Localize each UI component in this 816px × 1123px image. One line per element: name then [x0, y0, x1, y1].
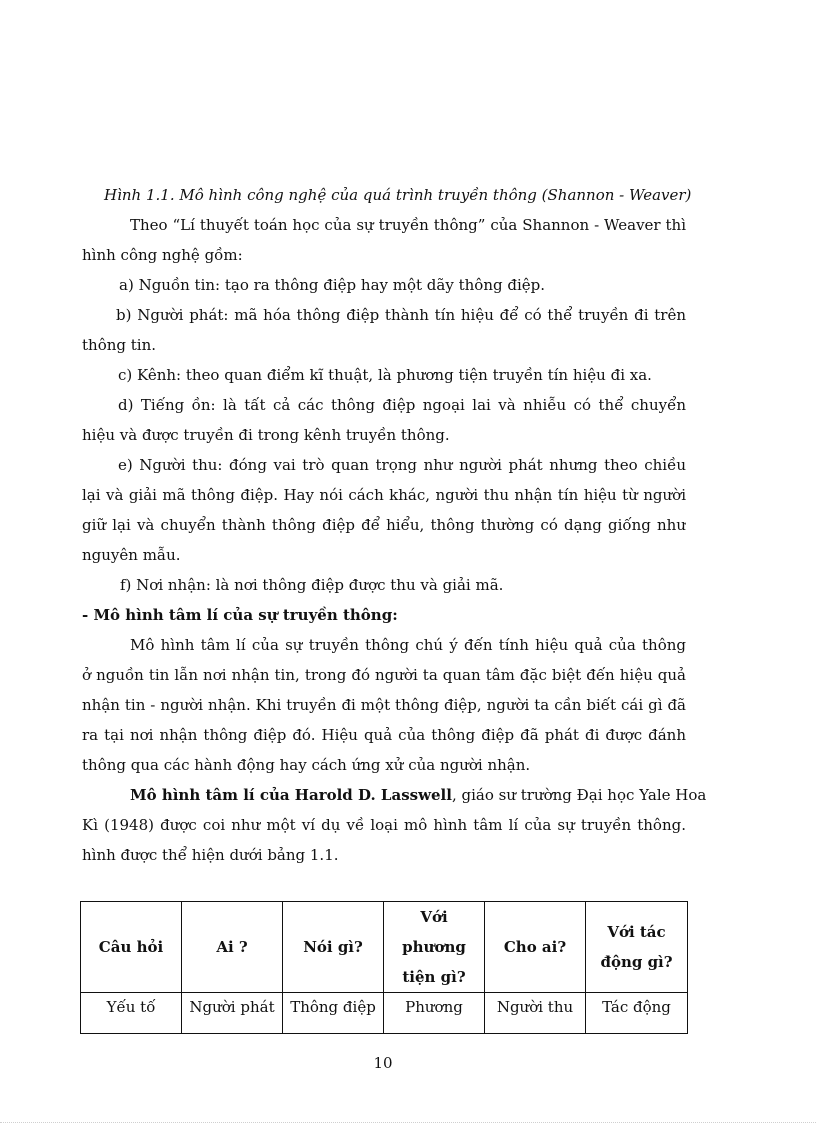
list-item-d: d) Tiếng ồn: là tất cả các thông điệp ngoại lai và nhiễu có thể chuyển [118, 396, 686, 414]
paragraph-line: ra tại nơi nhận thông điệp đó. Hiệu quả của thông điệp đã phát đi được đánh [82, 726, 686, 744]
page-number: 10 [373, 1054, 393, 1072]
list-item-c: c) Kênh: theo quan điểm kĩ thuật, là phương tiện truyền tín hiệu đi xa. [118, 366, 652, 384]
paragraph-line [130, 780, 707, 810]
header-line: tiện gì? [402, 968, 466, 986]
table-header-cell [384, 902, 485, 993]
paragraph-line: Theo “Lí thuyết toán học của sự truyền thông” của Shannon - Weaver thì [130, 216, 686, 234]
table-cell: Yếu tố [81, 993, 182, 1034]
list-item-a: a) Nguồn tin: tạo ra thông điệp hay một dãy thông điệp. [119, 276, 545, 294]
table-cell: Thông điệp [283, 993, 384, 1034]
table-header-cell: Nói gì? [283, 902, 384, 993]
table-cell: Phương [384, 993, 485, 1034]
paragraph-line: giữ lại và chuyển thành thông điệp để hiểu, thông thường có dạng giống như [82, 516, 686, 534]
bold-phrase: Mô hình tâm lí của Harold D. Lasswell [130, 786, 452, 804]
table-cell: Người thu [485, 993, 586, 1034]
paragraph-text: , giáo sư trường Đại học Yale Hoa [451, 786, 707, 804]
table-cell: Người phát [182, 993, 283, 1034]
table-header-row [81, 902, 688, 993]
header-line: Với tác [607, 923, 666, 941]
paragraph-line: Kì (1948) được coi như một ví dụ về loại mô hình tâm lí của sự truyền thông. [82, 816, 686, 834]
table-header-cell [586, 902, 688, 993]
figure-caption: Hình 1.1. Mô hình công nghệ của quá trình truyền thông (Shannon - Weaver) [104, 186, 692, 204]
table-header-cell: Cho ai? [485, 902, 586, 993]
list-item-b: b) Người phát: mã hóa thông điệp thành tín hiệu để có thể truyền đi trên [116, 306, 686, 324]
header-line: Với [420, 908, 448, 926]
paragraph-line: hình được thể hiện dưới bảng 1.1. [82, 846, 339, 864]
list-item-e: e) Người thu: đóng vai trò quan trọng như người phát nhưng theo chiều [118, 456, 686, 474]
paragraph-line: thông qua các hành động hay cách ứng xử của người nhận. [82, 756, 531, 774]
paragraph-line: nguyên mẫu. [82, 546, 181, 564]
paragraph-line: nhận tin - người nhận. Khi truyền đi một thông điệp, người ta cần biết cái gì đã [82, 696, 686, 714]
paragraph-line: hiệu và được truyền đi trong kênh truyền thông. [82, 426, 450, 444]
header-line: phương [402, 938, 466, 956]
table-header-cell: Câu hỏi [81, 902, 182, 993]
paragraph-line: lại và giải mã thông điệp. Hay nói cách khác, người thu nhận tín hiệu từ người [82, 486, 686, 504]
lasswell-table [80, 901, 688, 1034]
paragraph-line: thông tin. [82, 336, 157, 354]
list-item-f: f) Nơi nhận: là nơi thông điệp được thu và giải mã. [120, 576, 504, 594]
paragraph-line: ở nguồn tin lẫn nơi nhận tin, trong đó người ta quan tâm đặc biệt đến hiệu quả [82, 666, 686, 684]
section-heading: - Mô hình tâm lí của sự truyền thông: [82, 606, 398, 624]
paragraph-line: hình công nghệ gồm: [82, 246, 243, 264]
table-cell: Tác động [586, 993, 688, 1034]
header-line: động gì? [600, 953, 673, 971]
table-header-cell: Ai ? [182, 902, 283, 993]
table-row [81, 993, 688, 1034]
paragraph-line: Mô hình tâm lí của sự truyền thông chú ý đến tính hiệu quả của thông [130, 636, 686, 654]
